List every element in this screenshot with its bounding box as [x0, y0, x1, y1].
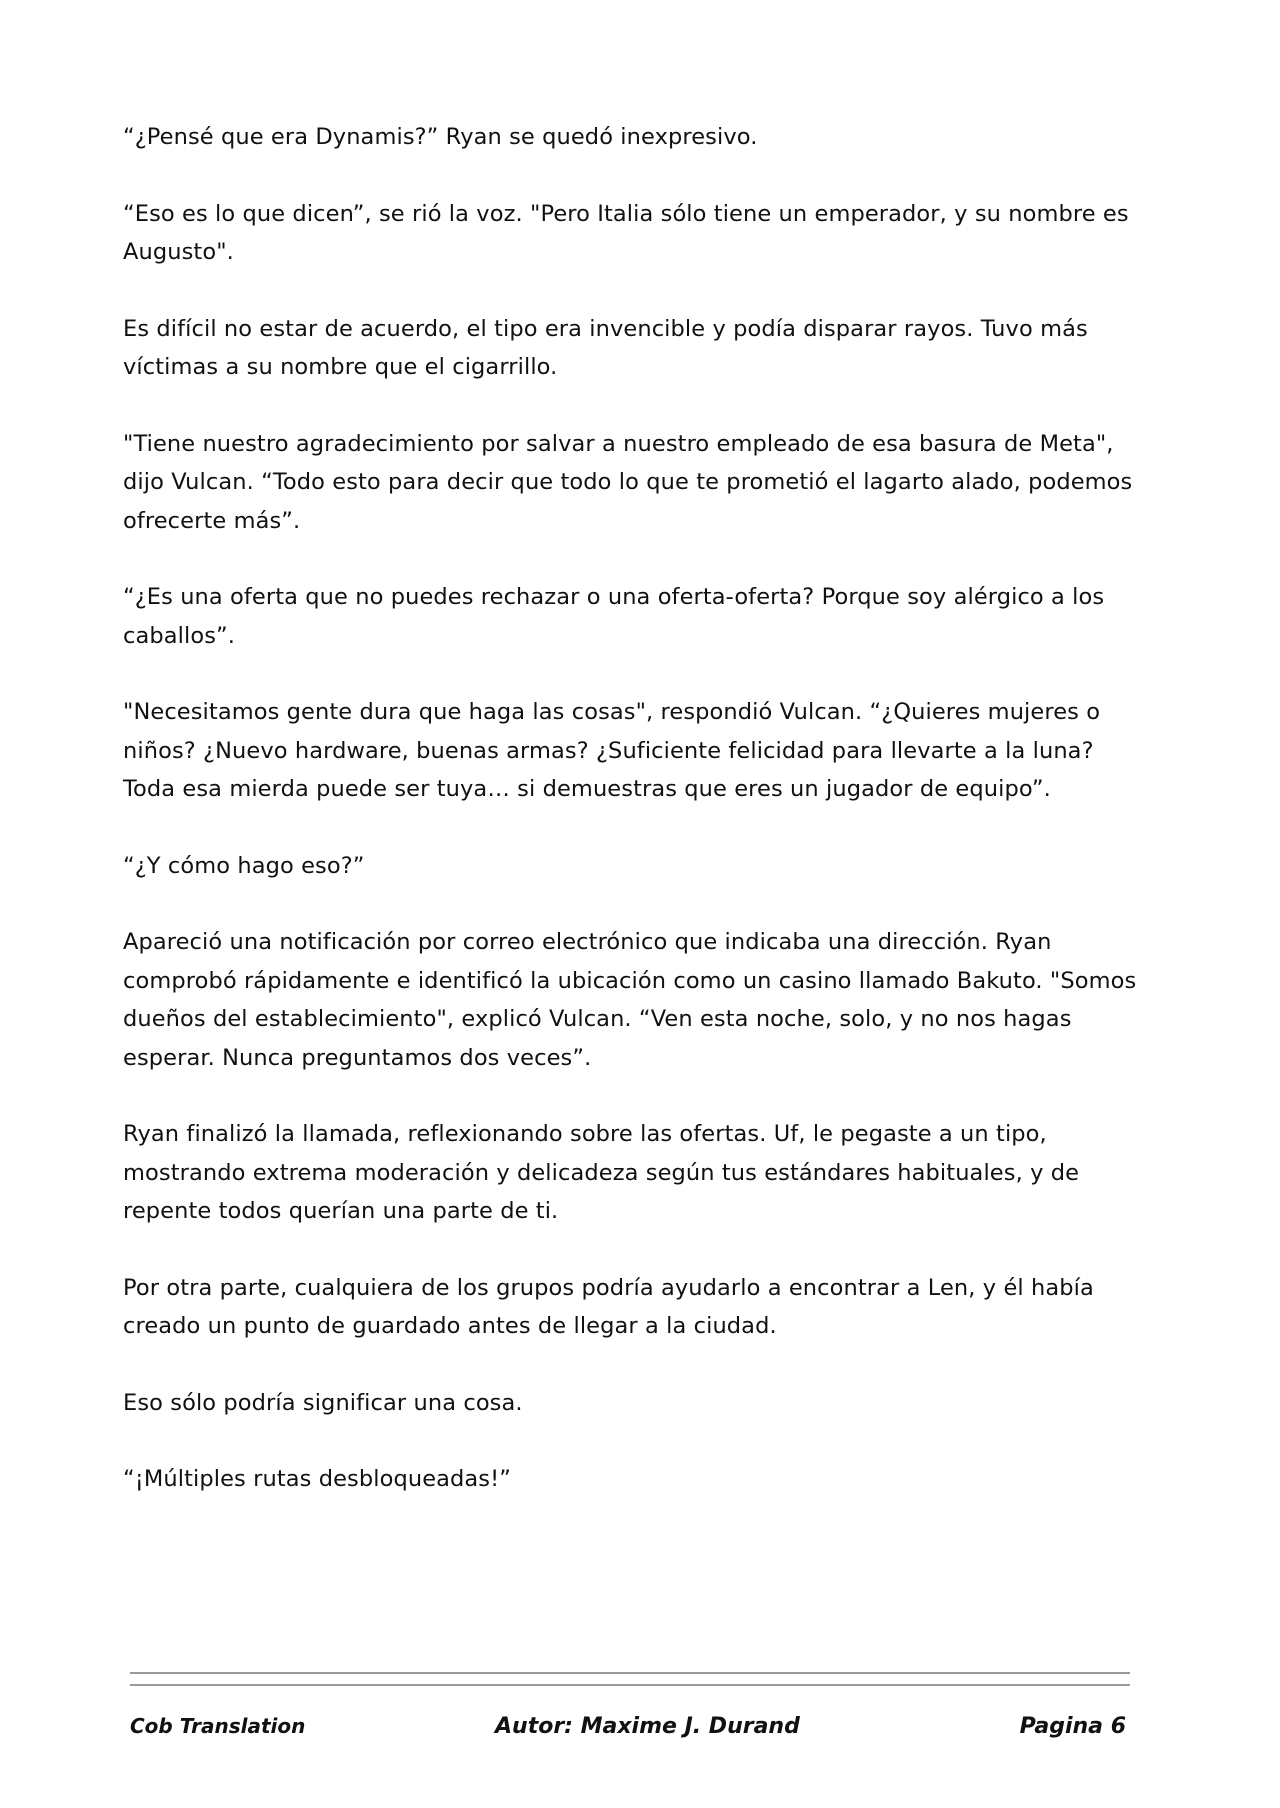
paragraph: Ryan finalizó la llamada, reflexionando sobre las ofertas. Uf, le pegaste a un tipo, mostrando extrema moderación y delicadeza según tus estándares habituales, y de repente todos querían una parte de ti.: [123, 1121, 1080, 1224]
paragraph: Eso sólo podría significar una cosa.: [123, 1389, 523, 1416]
footer-author: Autor: Maxime J. Durand: [495, 1714, 800, 1739]
footer-divider-bottom: [130, 1684, 1130, 1686]
paragraph: “¡Múltiples rutas desbloqueadas!”: [123, 1466, 512, 1492]
footer-translator: Cob Translation: [130, 1714, 306, 1738]
paragraph: "Tiene nuestro agradecimiento por salvar a nuestro empleado de esa basura de Meta", dijo Vulcan. “Todo esto para decir que todo lo que te prometió el lagarto alado, podemos ofrecerte más”.: [123, 430, 1133, 534]
page-footer: [130, 1714, 1130, 1748]
body-text: [123, 118, 1143, 1537]
paragraph: "Necesitamos gente dura que haga las cosas", respondió Vulcan. “¿Quieres mujeres o niños? ¿Nuevo hardware, buenas armas? ¿Suficiente felicidad para llevarte a la luna? Toda esa mierda puede ser tuya… si demuestras que eres un jugador de equipo”.: [123, 699, 1101, 802]
paragraph: Es difícil no estar de acuerdo, el tipo era invencible y podía disparar rayos. Tuvo más víctimas a su nombre que el cigarrillo.: [123, 315, 1088, 380]
paragraph: “¿Es una oferta que no puedes rechazar o una oferta-oferta? Porque soy alérgico a los caballos”.: [123, 584, 1105, 649]
paragraph: “¿Y cómo hago eso?”: [123, 852, 365, 879]
paragraph: “¿Pensé que era Dynamis?” Ryan se quedó inexpresivo.: [123, 124, 758, 150]
footer-divider-top: [130, 1672, 1130, 1674]
paragraph: “Eso es lo que dicen”, se rió la voz. "Pero Italia sólo tiene un emperador, y su nombre es Augusto".: [123, 200, 1129, 265]
paragraph: Por otra parte, cualquiera de los grupos podría ayudarlo a encontrar a Len, y él había creado un punto de guardado antes de llegar a la ciudad.: [123, 1274, 1094, 1339]
footer-page-number: Pagina 6: [1019, 1714, 1126, 1739]
paragraph: Apareció una notificación por correo electrónico que indicaba una dirección. Ryan comprobó rápidamente e identificó la ubicación como un casino llamado Bakuto. "Somos dueños del establecimiento", explicó Vulcan. “Ven esta noche, solo, y no nos hagas esperar. Nunca preguntamos dos veces”.: [123, 929, 1137, 1071]
